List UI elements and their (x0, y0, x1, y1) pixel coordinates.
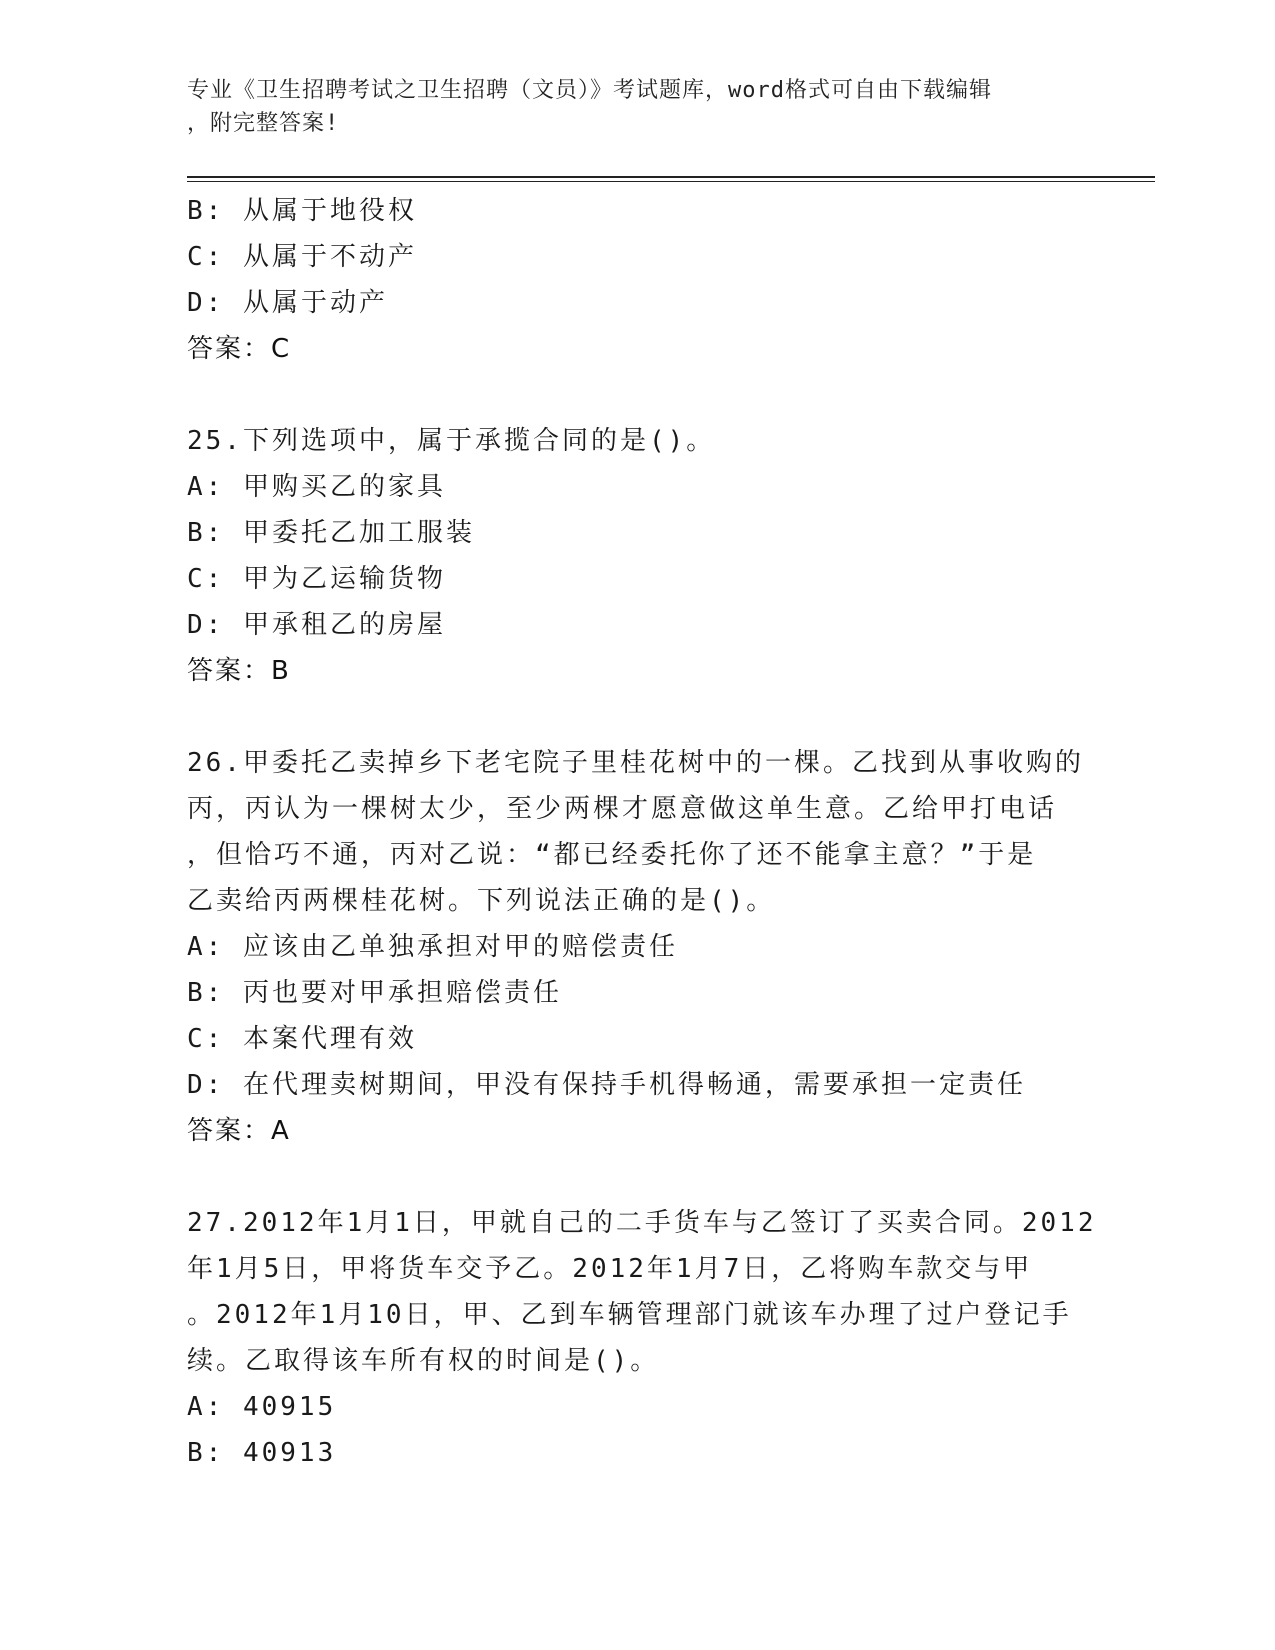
q25-option-b: B: 甲委托乙加工服装 (187, 518, 475, 548)
question-24-block (187, 188, 1087, 372)
q26-question-line: ，但恰巧不通，丙对乙说：“都已经委托你了还不能拿主意？”于是 (187, 840, 1037, 870)
q25-answer: 答案：B (187, 656, 291, 686)
question-25-block (187, 418, 1087, 694)
question-26-block (187, 740, 1087, 1154)
q26-question-line: 乙卖给丙两棵桂花树。下列说法正确的是()。 (187, 886, 776, 916)
q25-option-c: C: 甲为乙运输货物 (187, 564, 446, 594)
q26-option-d: D: 在代理卖树期间，甲没有保持手机得畅通，需要承担一定责任 (187, 1070, 1026, 1100)
q27-question-line: 续。乙取得该车所有权的时间是()。 (187, 1346, 660, 1376)
q26-question-line: 26.甲委托乙卖掉乡下老宅院子里桂花树中的一棵。乙找到从事收购的 (187, 748, 1084, 778)
q27-question-line: 27.2012年1月1日，甲就自己的二手货车与乙签订了买卖合同。2012 (187, 1208, 1097, 1238)
q24-option-d: D: 从属于动产 (187, 288, 388, 318)
q24-option-c: C: 从属于不动产 (187, 242, 417, 272)
spacer (187, 372, 1087, 418)
header-divider-thin (187, 181, 1155, 182)
q24-answer: 答案：C (187, 334, 292, 364)
header-line-2: ，附完整答案! (187, 111, 340, 136)
question-27-block (187, 1200, 1097, 1476)
q26-option-b: B: 丙也要对甲承担赔偿责任 (187, 978, 562, 1008)
header-line-1: 专业《卫生招聘考试之卫生招聘（文员）》考试题库，word格式可自由下载编辑 (187, 78, 992, 103)
q25-option-d: D: 甲承租乙的房屋 (187, 610, 446, 640)
question-content (187, 188, 1097, 1476)
q26-option-a: A: 应该由乙单独承担对甲的赔偿责任 (187, 932, 678, 962)
q26-answer: 答案：A (187, 1116, 291, 1146)
q27-question-line: 年1月5日，甲将货车交予乙。2012年1月7日，乙将购车款交与甲 (187, 1254, 1033, 1284)
spacer (187, 694, 1087, 740)
q27-option-b: B: 40913 (187, 1438, 337, 1468)
q24-option-b: B: 从属于地役权 (187, 196, 417, 226)
q27-option-a: A: 40915 (187, 1392, 337, 1422)
header-divider (187, 176, 1155, 178)
spacer (187, 1154, 1087, 1200)
q26-option-c: C: 本案代理有效 (187, 1024, 417, 1054)
page-header (187, 74, 1087, 140)
q27-question-line: 。2012年1月10日，甲、乙到车辆管理部门就该车办理了过户登记手 (187, 1300, 1072, 1330)
q25-option-a: A: 甲购买乙的家具 (187, 472, 446, 502)
q25-question: 25.下列选项中，属于承揽合同的是()。 (187, 426, 716, 456)
q26-question-line: 丙，丙认为一棵树太少，至少两棵才愿意做这单生意。乙给甲打电话 (187, 794, 1058, 824)
